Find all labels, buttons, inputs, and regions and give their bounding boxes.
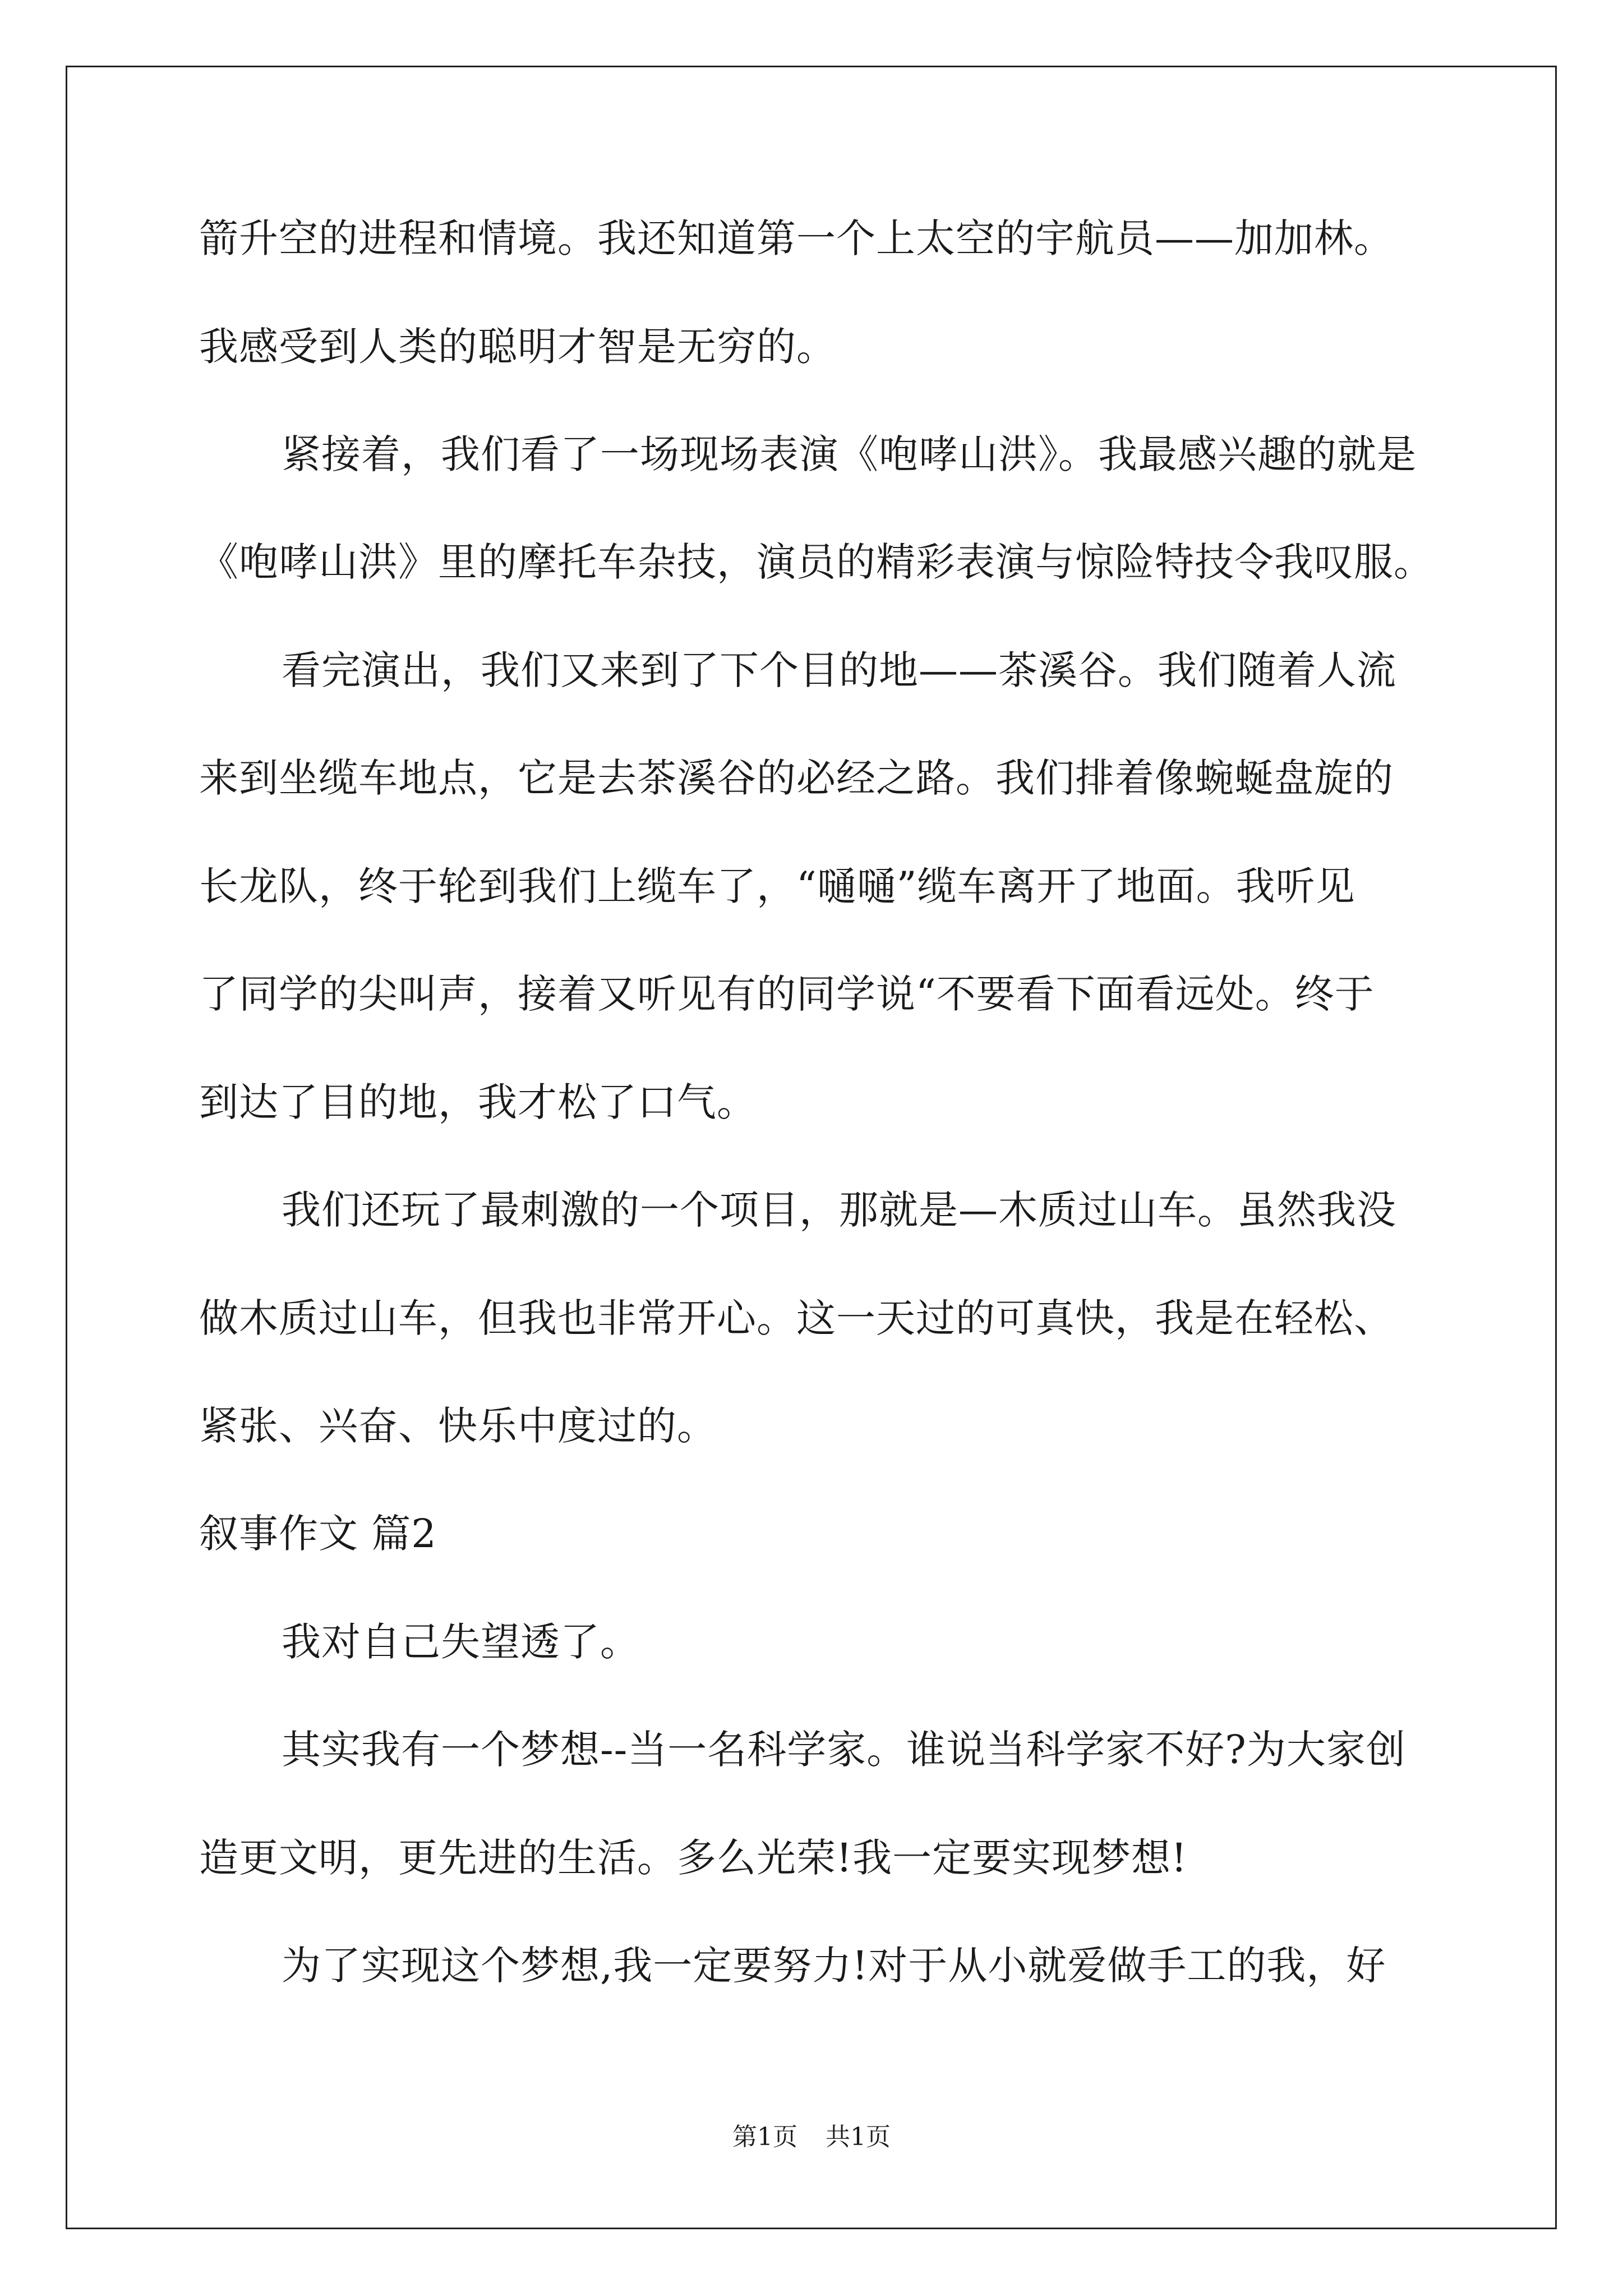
body-line: 长龙队，终于轮到我们上缆车了，“嗵嗵”缆车离开了地面。我听见 xyxy=(199,863,1355,909)
page-footer xyxy=(0,2120,1623,2154)
body-line: 箭升空的进程和情境。我还知道第一个上太空的宇航员——加加林。 xyxy=(199,215,1394,261)
page-number: 第1页 xyxy=(732,2123,797,2151)
body-line: 造更文明，更先进的生活。多么光荣!我一定要实现梦想! xyxy=(199,1835,1188,1881)
paragraph-first-line: 看完演出，我们又来到了下个目的地——茶溪谷。我们随着人流 xyxy=(282,647,1396,693)
paragraph-first-line: 为了实现这个梦想,我一定要努力!对于从小就爱做手工的我，好 xyxy=(282,1943,1386,1989)
paragraph-first-line: 紧接着，我们看了一场现场表演《咆哮山洪》。我最感兴趣的就是 xyxy=(282,431,1417,477)
paragraph-first-line: 我对自己失望透了。 xyxy=(282,1619,640,1665)
body-line: 紧张、兴奋、快乐中度过的。 xyxy=(199,1403,717,1449)
body-line: 了同学的尖叫声，接着又听见有的同学说“不要看下面看远处。终于 xyxy=(199,971,1375,1017)
body-line: 来到坐缆车地点，它是去茶溪谷的必经之路。我们排着像蜿蜒盘旋的 xyxy=(199,755,1394,801)
body-line: 到达了目的地，我才松了口气。 xyxy=(199,1079,757,1125)
page-frame xyxy=(66,66,1557,2229)
section-heading: 叙事作文 篇2 xyxy=(199,1511,437,1557)
body-line: 《咆哮山洪》里的摩托车杂技，演员的精彩表演与惊险特技令我叹服。 xyxy=(199,539,1433,585)
paragraph-first-line: 我们还玩了最刺激的一个项目，那就是—木质过山车。虽然我没 xyxy=(282,1187,1396,1233)
page-total: 共1页 xyxy=(826,2123,891,2151)
body-line: 做木质过山车，但我也非常开心。这一天过的可真快，我是在轻松、 xyxy=(199,1295,1394,1341)
paragraph-first-line: 其实我有一个梦想--当一名科学家。谁说当科学家不好?为大家创 xyxy=(282,1727,1406,1773)
body-line: 我感受到人类的聪明才智是无穷的。 xyxy=(199,324,836,370)
